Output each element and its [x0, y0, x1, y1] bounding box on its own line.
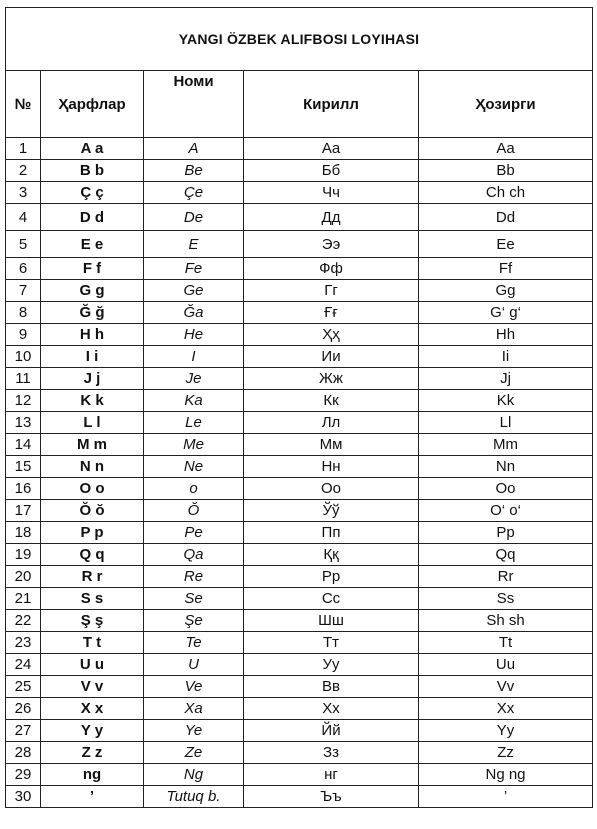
cell-current: Ii [419, 346, 593, 368]
cell-cyrillic: Кк [244, 390, 419, 412]
table-row [6, 544, 593, 566]
cell-letter-name: Re [144, 566, 244, 588]
cell-letter: Z z [41, 742, 144, 764]
cell-cyrillic: Бб [244, 160, 419, 182]
cell-number: 8 [6, 302, 41, 324]
cell-letter-name: Be [144, 160, 244, 182]
cell-letter-name: Ne [144, 456, 244, 478]
cell-current: Mm [419, 434, 593, 456]
cell-letter-name: Tutuq b. [144, 786, 244, 808]
cell-letter-name: Ye [144, 720, 244, 742]
cell-cyrillic: Фф [244, 258, 419, 280]
table-row [6, 302, 593, 324]
cell-letter: Q q [41, 544, 144, 566]
cell-current: Vv [419, 676, 593, 698]
cell-cyrillic: нг [244, 764, 419, 786]
cell-letter: V v [41, 676, 144, 698]
cell-cyrillic: Ққ [244, 544, 419, 566]
cell-number: 10 [6, 346, 41, 368]
cell-cyrillic: Хх [244, 698, 419, 720]
cell-number: 24 [6, 654, 41, 676]
cell-number: 4 [6, 204, 41, 231]
cell-letter: I i [41, 346, 144, 368]
header-row [6, 71, 593, 138]
cell-current: Rr [419, 566, 593, 588]
cell-letter-name: Pe [144, 522, 244, 544]
cell-letter: G g [41, 280, 144, 302]
cell-letter-name: Qa [144, 544, 244, 566]
cell-number: 28 [6, 742, 41, 764]
cell-current: ’ [419, 786, 593, 808]
cell-cyrillic: Зз [244, 742, 419, 764]
cell-current: Ll [419, 412, 593, 434]
cell-number: 16 [6, 478, 41, 500]
table-row [6, 204, 593, 231]
cell-current: Ng ng [419, 764, 593, 786]
cell-current: Ch ch [419, 182, 593, 204]
cell-letter-name: Şe [144, 610, 244, 632]
cell-letter: B b [41, 160, 144, 182]
cell-number: 5 [6, 231, 41, 258]
cell-letter-name: U [144, 654, 244, 676]
table-row [6, 720, 593, 742]
header-number: № [6, 71, 41, 138]
cell-cyrillic: Ғғ [244, 302, 419, 324]
cell-cyrillic: Сс [244, 588, 419, 610]
cell-letter: Y y [41, 720, 144, 742]
cell-current: Xx [419, 698, 593, 720]
cell-letter: T t [41, 632, 144, 654]
table-row [6, 786, 593, 808]
table-row [6, 698, 593, 720]
table-row [6, 346, 593, 368]
table-row [6, 231, 593, 258]
cell-letter: Ŏ ŏ [41, 500, 144, 522]
cell-number: 25 [6, 676, 41, 698]
cell-cyrillic: Жж [244, 368, 419, 390]
cell-current: Ss [419, 588, 593, 610]
cell-number: 22 [6, 610, 41, 632]
cell-letter: Ç ç [41, 182, 144, 204]
cell-number: 21 [6, 588, 41, 610]
table-row [6, 632, 593, 654]
cell-current: Qq [419, 544, 593, 566]
cell-current: Dd [419, 204, 593, 231]
cell-current: Ee [419, 231, 593, 258]
table-row [6, 182, 593, 204]
cell-letter: N n [41, 456, 144, 478]
cell-letter: P p [41, 522, 144, 544]
cell-letter-name: He [144, 324, 244, 346]
cell-current: G‘ g‘ [419, 302, 593, 324]
cell-cyrillic: Рр [244, 566, 419, 588]
cell-number: 13 [6, 412, 41, 434]
table-row [6, 412, 593, 434]
cell-letter: K k [41, 390, 144, 412]
cell-cyrillic: Ўў [244, 500, 419, 522]
cell-letter: M m [41, 434, 144, 456]
alphabet-table [5, 7, 593, 808]
table-row [6, 654, 593, 676]
cell-letter-name: E [144, 231, 244, 258]
cell-letter-name: Çe [144, 182, 244, 204]
cell-cyrillic: Вв [244, 676, 419, 698]
cell-current: Hh [419, 324, 593, 346]
cell-number: 19 [6, 544, 41, 566]
cell-letter-name: Je [144, 368, 244, 390]
cell-current: Oo [419, 478, 593, 500]
cell-letter: A a [41, 138, 144, 160]
cell-letter: O o [41, 478, 144, 500]
cell-number: 6 [6, 258, 41, 280]
cell-letter-name: Ğa [144, 302, 244, 324]
table-row [6, 258, 593, 280]
cell-number: 15 [6, 456, 41, 478]
cell-number: 2 [6, 160, 41, 182]
cell-current: Bb [419, 160, 593, 182]
cell-letter-name: o [144, 478, 244, 500]
cell-number: 3 [6, 182, 41, 204]
table-row [6, 610, 593, 632]
cell-current: Yy [419, 720, 593, 742]
cell-letter: Ş ş [41, 610, 144, 632]
table-row [6, 280, 593, 302]
cell-letter-name: I [144, 346, 244, 368]
table-title: YANGI ÖZBEK ALIFBOSI LOYIHASI [6, 8, 593, 71]
table-row [6, 676, 593, 698]
cell-number: 29 [6, 764, 41, 786]
cell-letter: U u [41, 654, 144, 676]
cell-current: Uu [419, 654, 593, 676]
cell-letter-name: Ka [144, 390, 244, 412]
cell-current: Pp [419, 522, 593, 544]
cell-letter: ’ [41, 786, 144, 808]
cell-letter: J j [41, 368, 144, 390]
cell-number: 7 [6, 280, 41, 302]
cell-letter: Ğ ğ [41, 302, 144, 324]
header-name: Номи [144, 71, 244, 138]
cell-number: 11 [6, 368, 41, 390]
cell-number: 23 [6, 632, 41, 654]
cell-letter-name: Ŏ [144, 500, 244, 522]
cell-letter-name: Ng [144, 764, 244, 786]
cell-letter-name: Ge [144, 280, 244, 302]
cell-current: Ff [419, 258, 593, 280]
header-current: Ҳозирги [419, 71, 593, 138]
cell-cyrillic: Оо [244, 478, 419, 500]
header-letters: Ҳарфлар [41, 71, 144, 138]
cell-letter-name: Fe [144, 258, 244, 280]
cell-cyrillic: Ъъ [244, 786, 419, 808]
table-row [6, 764, 593, 786]
header-cyrillic: Кирилл [244, 71, 419, 138]
cell-number: 1 [6, 138, 41, 160]
table-row [6, 742, 593, 764]
table-row [6, 434, 593, 456]
cell-current: Kk [419, 390, 593, 412]
cell-letter: F f [41, 258, 144, 280]
cell-cyrillic: Дд [244, 204, 419, 231]
cell-number: 17 [6, 500, 41, 522]
cell-cyrillic: Нн [244, 456, 419, 478]
table-body [6, 138, 593, 808]
cell-letter: D d [41, 204, 144, 231]
cell-letter: X x [41, 698, 144, 720]
cell-letter: S s [41, 588, 144, 610]
table-row [6, 324, 593, 346]
cell-cyrillic: Лл [244, 412, 419, 434]
cell-letter: ng [41, 764, 144, 786]
cell-letter-name: Se [144, 588, 244, 610]
cell-current: Zz [419, 742, 593, 764]
cell-letter: L l [41, 412, 144, 434]
cell-current: O‘ o‘ [419, 500, 593, 522]
cell-letter-name: Xa [144, 698, 244, 720]
cell-number: 30 [6, 786, 41, 808]
cell-letter-name: Ze [144, 742, 244, 764]
table-row [6, 566, 593, 588]
alphabet-sheet [5, 7, 592, 808]
cell-number: 14 [6, 434, 41, 456]
cell-cyrillic: Тт [244, 632, 419, 654]
table-row [6, 588, 593, 610]
cell-letter-name: De [144, 204, 244, 231]
cell-letter-name: Le [144, 412, 244, 434]
cell-current: Jj [419, 368, 593, 390]
cell-letter-name: Te [144, 632, 244, 654]
cell-letter-name: Ve [144, 676, 244, 698]
cell-number: 18 [6, 522, 41, 544]
cell-number: 27 [6, 720, 41, 742]
cell-cyrillic: Ҳҳ [244, 324, 419, 346]
cell-letter: H h [41, 324, 144, 346]
table-row [6, 390, 593, 412]
cell-cyrillic: Гг [244, 280, 419, 302]
table-row [6, 522, 593, 544]
cell-letter-name: A [144, 138, 244, 160]
cell-cyrillic: Шш [244, 610, 419, 632]
cell-cyrillic: Йй [244, 720, 419, 742]
table-row [6, 160, 593, 182]
cell-cyrillic: Ии [244, 346, 419, 368]
cell-cyrillic: Пп [244, 522, 419, 544]
cell-cyrillic: Мм [244, 434, 419, 456]
cell-current: Sh sh [419, 610, 593, 632]
cell-letter: R r [41, 566, 144, 588]
table-row [6, 456, 593, 478]
table-row [6, 368, 593, 390]
cell-current: Tt [419, 632, 593, 654]
table-row [6, 138, 593, 160]
cell-number: 26 [6, 698, 41, 720]
cell-number: 12 [6, 390, 41, 412]
cell-current: Gg [419, 280, 593, 302]
cell-number: 20 [6, 566, 41, 588]
table-row [6, 500, 593, 522]
cell-cyrillic: Уу [244, 654, 419, 676]
cell-cyrillic: Aa [244, 138, 419, 160]
cell-cyrillic: Ээ [244, 231, 419, 258]
cell-current: Nn [419, 456, 593, 478]
cell-cyrillic: Чч [244, 182, 419, 204]
table-row [6, 478, 593, 500]
cell-current: Aa [419, 138, 593, 160]
cell-letter: E e [41, 231, 144, 258]
cell-number: 9 [6, 324, 41, 346]
cell-letter-name: Me [144, 434, 244, 456]
